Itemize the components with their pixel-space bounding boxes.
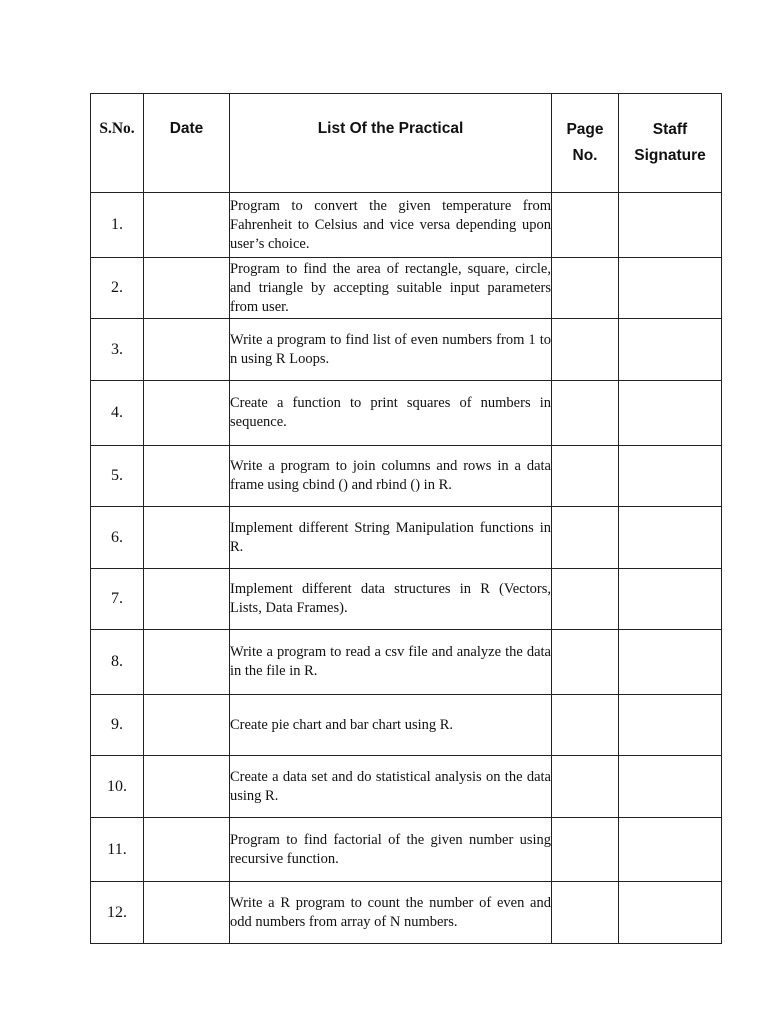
practical-description: Create a data set and do statistical analysis on the data using R. — [230, 756, 552, 818]
date-cell — [144, 756, 230, 818]
table-row — [91, 319, 722, 381]
table-row — [91, 882, 722, 944]
page-no-header: Page No. — [552, 94, 619, 193]
date-cell — [144, 446, 230, 507]
row-sno: 8. — [91, 630, 144, 695]
date-cell — [144, 695, 230, 756]
date-cell — [144, 507, 230, 569]
practical-description: Program to find factorial of the given number using recursive function. — [230, 818, 552, 882]
page-no-cell — [552, 381, 619, 446]
page-no-cell — [552, 695, 619, 756]
page-no-cell — [552, 258, 619, 319]
date-cell — [144, 569, 230, 630]
signature-cell — [619, 193, 722, 258]
table-row — [91, 630, 722, 695]
row-sno: 11. — [91, 818, 144, 882]
row-sno: 6. — [91, 507, 144, 569]
practical-description: Program to find the area of rectangle, square, circle, and triangle by accepting suitable input parameters from user. — [230, 258, 552, 319]
signature-cell — [619, 446, 722, 507]
sno-header: S.No. — [91, 94, 144, 193]
table-row — [91, 695, 722, 756]
signature-cell — [619, 507, 722, 569]
table-row — [91, 507, 722, 569]
table-row — [91, 569, 722, 630]
page-no-cell — [552, 193, 619, 258]
table-row — [91, 446, 722, 507]
table-row — [91, 756, 722, 818]
table-row — [91, 381, 722, 446]
list-header: List Of the Practical — [230, 94, 552, 193]
table-row — [91, 818, 722, 882]
row-sno: 9. — [91, 695, 144, 756]
date-cell — [144, 818, 230, 882]
date-cell — [144, 882, 230, 944]
page-no-cell — [552, 319, 619, 381]
page-no-cell — [552, 446, 619, 507]
page-no-cell — [552, 756, 619, 818]
signature-cell — [619, 630, 722, 695]
signature-cell — [619, 695, 722, 756]
table-row — [91, 258, 722, 319]
page-no-cell — [552, 630, 619, 695]
date-cell — [144, 319, 230, 381]
row-sno: 2. — [91, 258, 144, 319]
date-header: Date — [144, 94, 230, 193]
page-no-cell — [552, 507, 619, 569]
date-cell — [144, 193, 230, 258]
page-no-cell — [552, 882, 619, 944]
page-no-cell — [552, 569, 619, 630]
practical-description: Write a program to join columns and rows in a data frame using cbind () and rbind () in R. — [230, 446, 552, 507]
staff-signature-header: Staff Signature — [619, 94, 722, 193]
row-sno: 7. — [91, 569, 144, 630]
practical-description: Write a program to find list of even numbers from 1 to n using R Loops. — [230, 319, 552, 381]
practicals-table — [90, 93, 722, 944]
row-sno: 10. — [91, 756, 144, 818]
row-sno: 1. — [91, 193, 144, 258]
signature-cell — [619, 882, 722, 944]
date-cell — [144, 630, 230, 695]
practical-description: Write a program to read a csv file and analyze the data in the file in R. — [230, 630, 552, 695]
row-sno: 3. — [91, 319, 144, 381]
header-row — [91, 94, 722, 193]
practical-description: Write a R program to count the number of even and odd numbers from array of N numbers. — [230, 882, 552, 944]
page-no-cell — [552, 818, 619, 882]
table-row — [91, 193, 722, 258]
row-sno: 5. — [91, 446, 144, 507]
signature-cell — [619, 258, 722, 319]
date-cell — [144, 381, 230, 446]
signature-cell — [619, 569, 722, 630]
signature-cell — [619, 818, 722, 882]
date-cell — [144, 258, 230, 319]
practical-description: Create a function to print squares of numbers in sequence. — [230, 381, 552, 446]
row-sno: 12. — [91, 882, 144, 944]
signature-cell — [619, 319, 722, 381]
practical-description: Create pie chart and bar chart using R. — [230, 695, 552, 756]
practical-description: Implement different data structures in R (Vectors, Lists, Data Frames). — [230, 569, 552, 630]
row-sno: 4. — [91, 381, 144, 446]
practical-description: Implement different String Manipulation functions in R. — [230, 507, 552, 569]
practical-description: Program to convert the given temperature from Fahrenheit to Celsius and vice versa depending upon user’s choice. — [230, 193, 552, 258]
signature-cell — [619, 756, 722, 818]
signature-cell — [619, 381, 722, 446]
